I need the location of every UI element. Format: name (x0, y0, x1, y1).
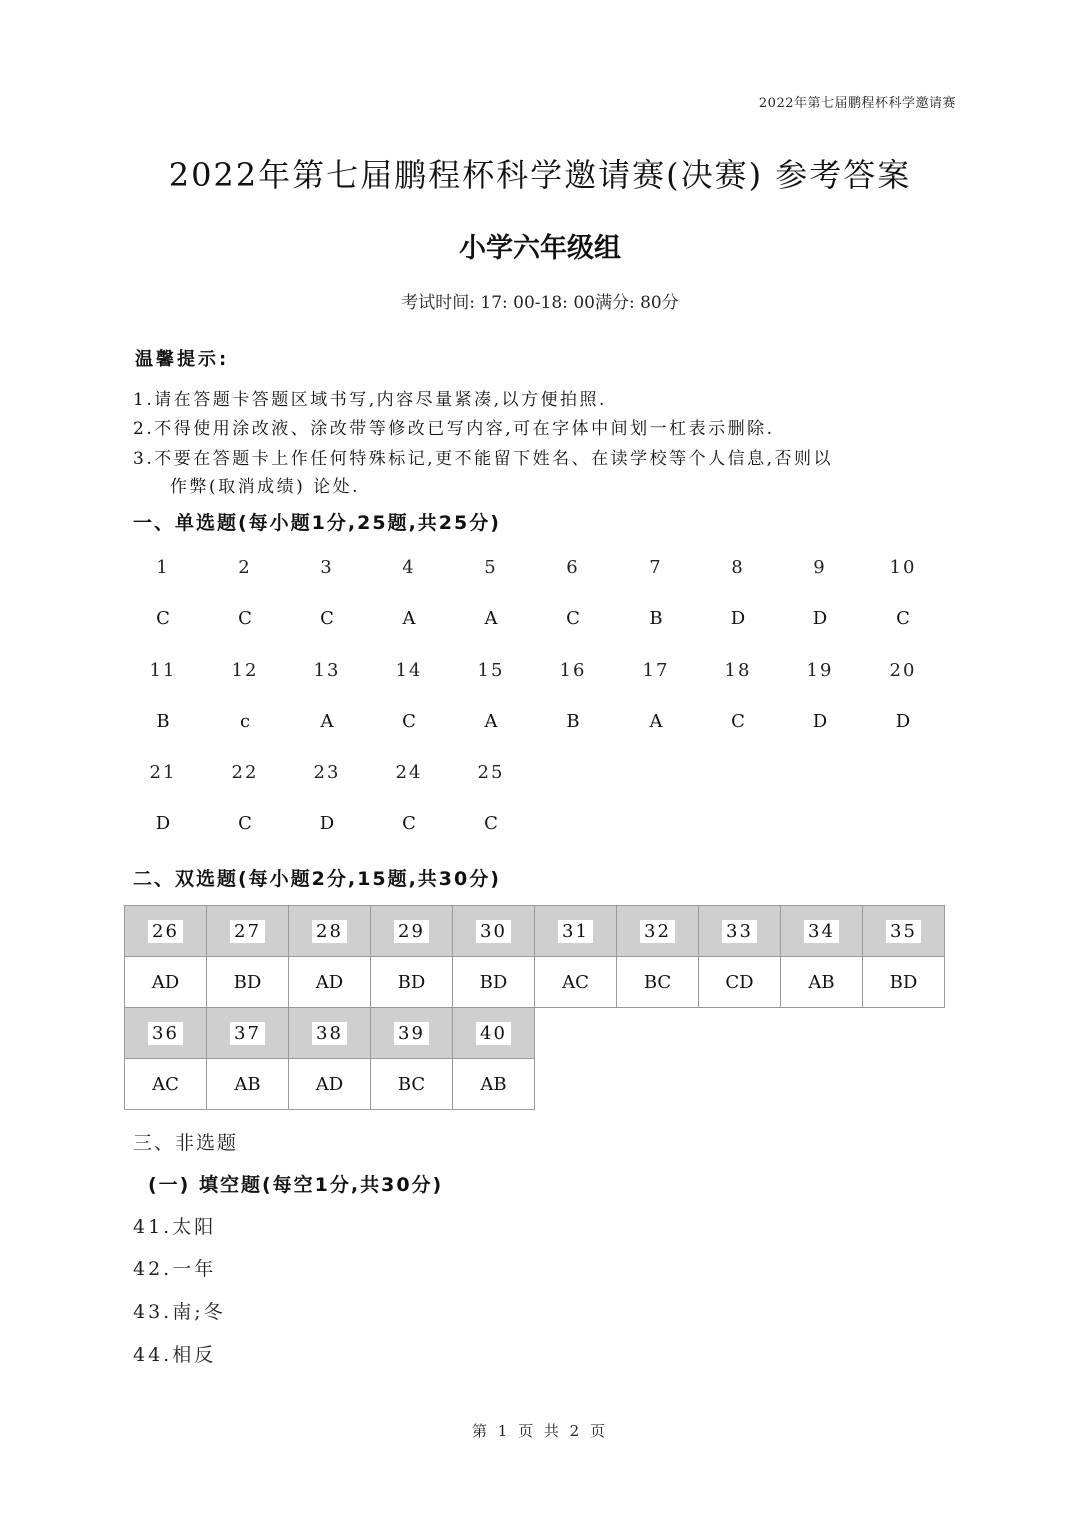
question-number: 1 (156, 557, 170, 578)
answer-cell: C (238, 813, 252, 834)
question-number: 31 (535, 906, 617, 957)
question-number: 22 (231, 762, 259, 783)
question-number: 25 (477, 762, 505, 783)
answer-cell: D (155, 813, 171, 834)
question-number: 13 (313, 660, 341, 681)
double-choice-number-row (125, 1008, 535, 1059)
fill-blank-heading: (一) 填空题(每空1分,共30分) (148, 1174, 444, 1196)
question-number: 36 (125, 1008, 207, 1059)
answer-cell: C (484, 813, 498, 834)
fill-answer: 42.一年 (133, 1258, 217, 1280)
double-choice-answer-row (125, 957, 945, 1008)
answer-cell: C (238, 608, 252, 629)
question-number: 10 (889, 557, 917, 578)
page-footer: 第 1 页 共 2 页 (472, 1422, 608, 1440)
tip-item-3: 3.不要在答题卡上作任何特殊标记,更不能留下姓名、在读学校等个人信息,否则以 (133, 449, 834, 469)
question-number: 24 (395, 762, 423, 783)
question-number: 27 (207, 906, 289, 957)
answer-cell: B (649, 608, 663, 629)
answer-cell: AC (535, 957, 617, 1008)
question-number: 34 (781, 906, 863, 957)
single-choice-heading: 一、单选题(每小题1分,25题,共25分) (133, 512, 501, 534)
answer-cell: D (319, 813, 335, 834)
answer-cell: AC (125, 1059, 207, 1110)
answer-cell: B (156, 711, 170, 732)
question-number: 18 (724, 660, 752, 681)
question-number: 8 (731, 557, 745, 578)
answer-cell: BD (207, 957, 289, 1008)
answer-cell: AB (453, 1059, 535, 1110)
answer-cell: D (812, 608, 828, 629)
answer-cell: AD (289, 1059, 371, 1110)
question-number: 4 (402, 557, 416, 578)
fill-answer: 41.太阳 (133, 1216, 217, 1238)
question-number: 11 (149, 660, 177, 681)
answer-cell: BD (453, 957, 535, 1008)
answer-cell: A (649, 711, 663, 732)
answer-cell: AB (207, 1059, 289, 1110)
question-number: 19 (806, 660, 834, 681)
double-choice-answer-row (125, 1059, 535, 1110)
question-number: 39 (371, 1008, 453, 1059)
question-number: 29 (371, 906, 453, 957)
answer-cell: c (239, 711, 251, 732)
tips-heading: 温馨提示: (135, 349, 230, 370)
fill-answer: 43.南;冬 (133, 1301, 226, 1323)
answer-cell: AB (781, 957, 863, 1008)
question-number: 40 (453, 1008, 535, 1059)
question-number: 12 (231, 660, 259, 681)
question-number: 2 (238, 557, 252, 578)
fill-answer: 44.相反 (133, 1344, 217, 1366)
tip-item-3-continued: 作弊(取消成绩) 论处. (170, 477, 361, 497)
answer-cell: BC (617, 957, 699, 1008)
question-number: 7 (649, 557, 663, 578)
question-number: 37 (207, 1008, 289, 1059)
double-choice-table-row1 (124, 905, 945, 1008)
question-number: 15 (477, 660, 505, 681)
answer-cell: C (896, 608, 910, 629)
running-header: 2022年第七届鹏程杯科学邀请赛 (758, 96, 956, 111)
question-number: 20 (889, 660, 917, 681)
answer-cell: D (812, 711, 828, 732)
double-choice-number-row (125, 906, 945, 957)
question-number: 17 (642, 660, 670, 681)
question-number: 35 (863, 906, 945, 957)
question-number: 9 (813, 557, 827, 578)
answer-cell: BC (371, 1059, 453, 1110)
question-number: 38 (289, 1008, 371, 1059)
question-number: 21 (149, 762, 177, 783)
answer-cell: C (320, 608, 334, 629)
answer-cell: A (320, 711, 334, 732)
answer-cell: C (731, 711, 745, 732)
question-number: 30 (453, 906, 535, 957)
answer-cell: B (566, 711, 580, 732)
question-number: 14 (395, 660, 423, 681)
answer-cell: C (402, 711, 416, 732)
question-number: 33 (699, 906, 781, 957)
double-choice-heading: 二、双选题(每小题2分,15题,共30分) (133, 868, 501, 890)
answer-cell: C (402, 813, 416, 834)
answer-cell: A (402, 608, 416, 629)
answer-cell: CD (699, 957, 781, 1008)
non-choice-heading: 三、非选题 (133, 1132, 239, 1154)
question-number: 32 (617, 906, 699, 957)
answer-cell: A (484, 608, 498, 629)
answer-cell: A (484, 711, 498, 732)
question-number: 28 (289, 906, 371, 957)
page-subtitle: 小学六年级组 (459, 233, 621, 264)
answer-cell: D (895, 711, 911, 732)
answer-cell: D (730, 608, 746, 629)
answer-cell: C (156, 608, 170, 629)
page-title: 2022年第七届鹏程杯科学邀请赛(决赛) 参考答案 (168, 156, 912, 194)
question-number: 23 (313, 762, 341, 783)
tip-item-2: 2.不得使用涂改液、涂改带等修改已写内容,可在字体中间划一杠表示删除. (133, 419, 775, 439)
exam-info: 考试时间: 17: 00-18: 00满分: 80分 (401, 293, 679, 313)
tip-item-1: 1.请在答题卡答题区域书写,内容尽量紧凑,以方便拍照. (133, 390, 607, 410)
answer-cell: AD (289, 957, 371, 1008)
answer-cell: AD (125, 957, 207, 1008)
double-choice-table-row2 (124, 1007, 535, 1110)
question-number: 6 (566, 557, 580, 578)
question-number: 26 (125, 906, 207, 957)
answer-cell: BD (863, 957, 945, 1008)
question-number: 3 (320, 557, 334, 578)
answer-cell: BD (371, 957, 453, 1008)
question-number: 5 (484, 557, 498, 578)
question-number: 16 (559, 660, 587, 681)
answer-cell: C (566, 608, 580, 629)
